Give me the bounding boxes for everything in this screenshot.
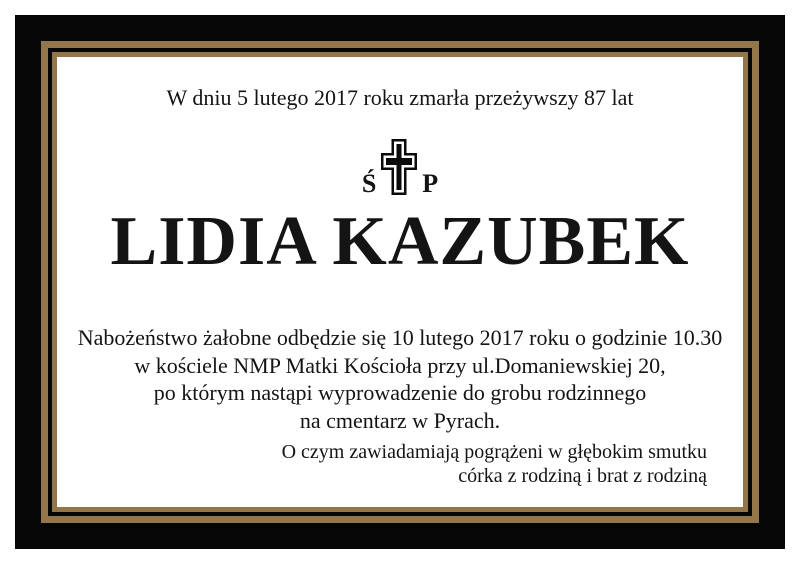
sp-monogram bbox=[57, 138, 743, 198]
inner-gold-frame bbox=[52, 52, 748, 512]
closing-line: córka z rodziną i brat z rodziną bbox=[458, 464, 707, 487]
sp-letter-s: Ś bbox=[361, 169, 377, 198]
closing-block bbox=[57, 441, 707, 488]
death-date-line: W dniu 5 lutego 2017 roku zmarła przeżywszy 87 lat bbox=[166, 85, 634, 110]
outer-black-frame bbox=[15, 15, 785, 549]
funeral-details-line: na cmentarz w Pyrach. bbox=[299, 407, 501, 433]
sp-letter-p: P bbox=[422, 169, 439, 198]
notice-paper bbox=[57, 57, 743, 507]
funeral-details-line: Nabożeństwo żałobne odbędzie się 10 lutego 2017 roku o godzinie 10.30 bbox=[77, 325, 723, 350]
funeral-details-line: po którym nastąpi wyprowadzenie do grobu rodzinnego bbox=[153, 380, 647, 405]
funeral-details-line: w kościele NMP Matki Kościoła przy ul.Domaniewskiej 20, bbox=[134, 352, 666, 378]
funeral-details bbox=[57, 324, 743, 434]
thin-black-frame bbox=[48, 48, 752, 516]
outer-gold-frame bbox=[41, 41, 759, 523]
latin-cross-icon bbox=[381, 139, 417, 195]
closing-line: O czym zawiadamiają pogrążeni w głębokim smutku bbox=[281, 441, 707, 463]
deceased-name: LIDIA KAZUBEK bbox=[110, 203, 690, 280]
